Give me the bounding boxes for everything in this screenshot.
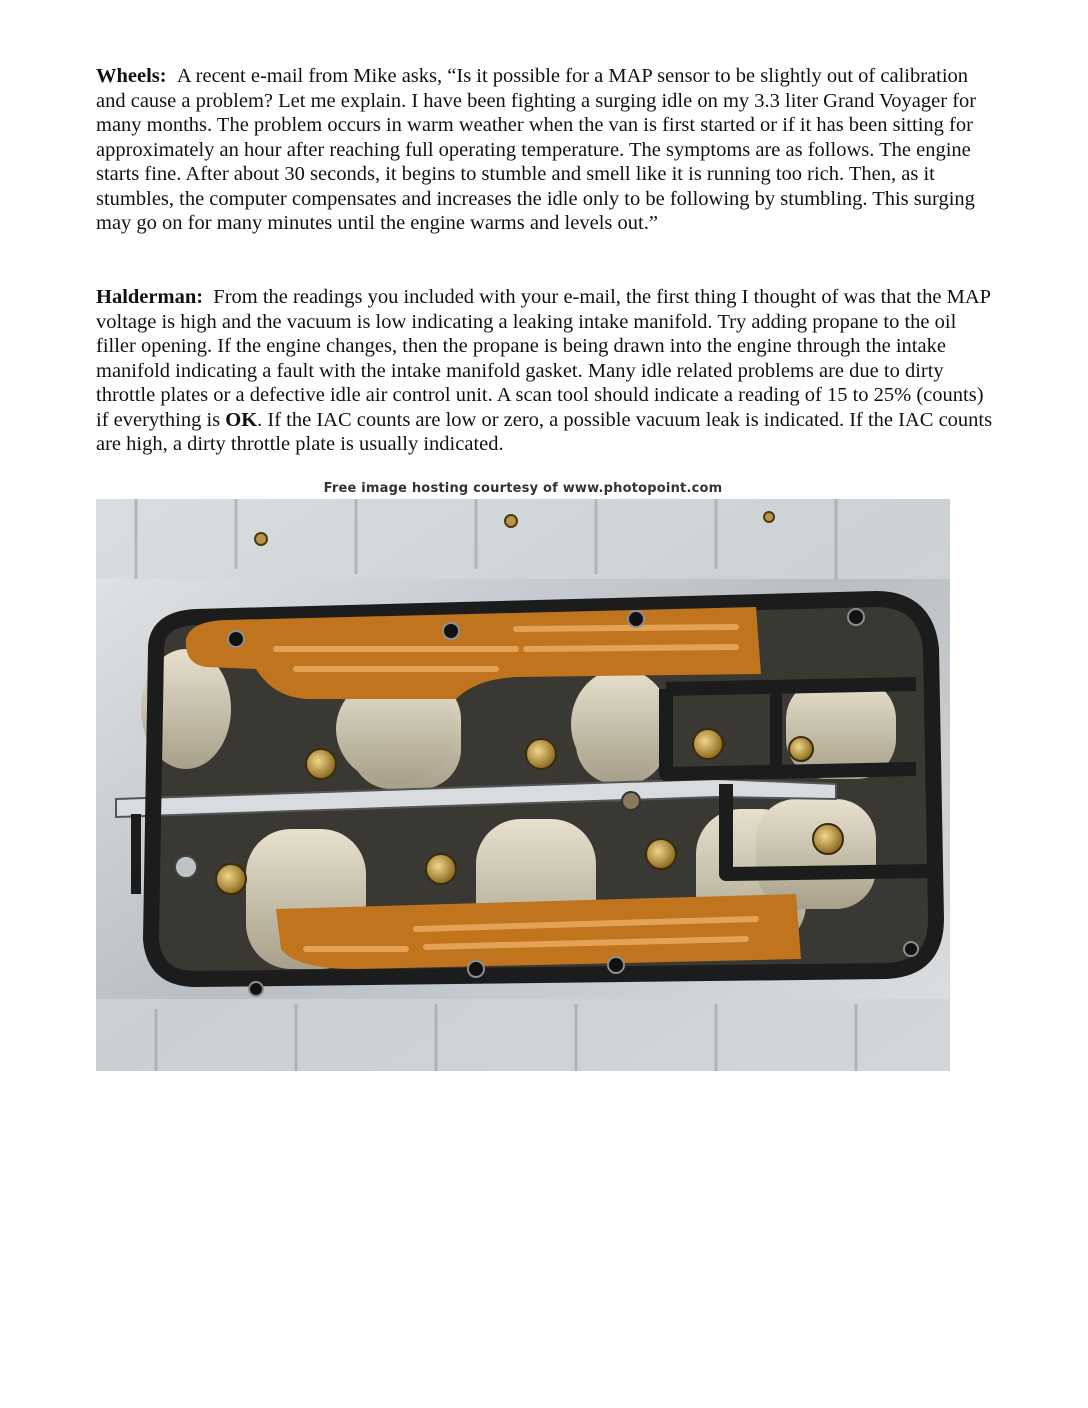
engine-intake-manifold-photo <box>96 499 950 1071</box>
answer-bold-word: OK <box>225 408 258 431</box>
question-speaker: Wheels: <box>96 65 167 87</box>
answer-text-part2: . If the IAC counts are low or zero, a possible vacuum leak is indicated. If the IAC counts are high, a dirty throttle plate is usually indicated. <box>96 408 993 455</box>
answer-speaker: Halderman: <box>96 286 204 308</box>
question-paragraph <box>96 64 996 236</box>
image-caption: Free image hosting courtesy of www.photopoint.com <box>323 481 723 496</box>
question-text: A recent e-mail from Mike asks, “Is it possible for a MAP sensor to be slightly out of calibration and cause a problem? Let me explain. I have been fighting a surging idle on my 3.3 liter Grand Voyager for many months. The problem occurs in warm weather when the van is first started or if it has been sitting for approximately an hour after reaching full operating temperature. The symptoms are as follows. The engine starts fine. After about 30 seconds, it begins to stumble and smell like it is running too rich. Then, as it stumbles, the computer compensates and increases the idle only to be following by stumbling. This surging may go on for many minutes until the engine warms and levels out.” <box>96 65 977 234</box>
answer-text-part1: From the readings you included with your e-mail, the first thing I thought of was that the MAP voltage is high and the vacuum is low indicating a leaking intake manifold. Try adding propane to the oil filler opening. If the engine changes, then the propane is being drawn into the engine through the intake manifold indicating a fault with the intake manifold gasket. Many idle related problems are due to dirty throttle plates or a defective idle air control unit. A scan tool should indicate a reading of 15 to 25% (counts) if everything is <box>96 286 991 431</box>
answer-paragraph <box>96 285 996 457</box>
manifold-illustration <box>96 499 950 1071</box>
